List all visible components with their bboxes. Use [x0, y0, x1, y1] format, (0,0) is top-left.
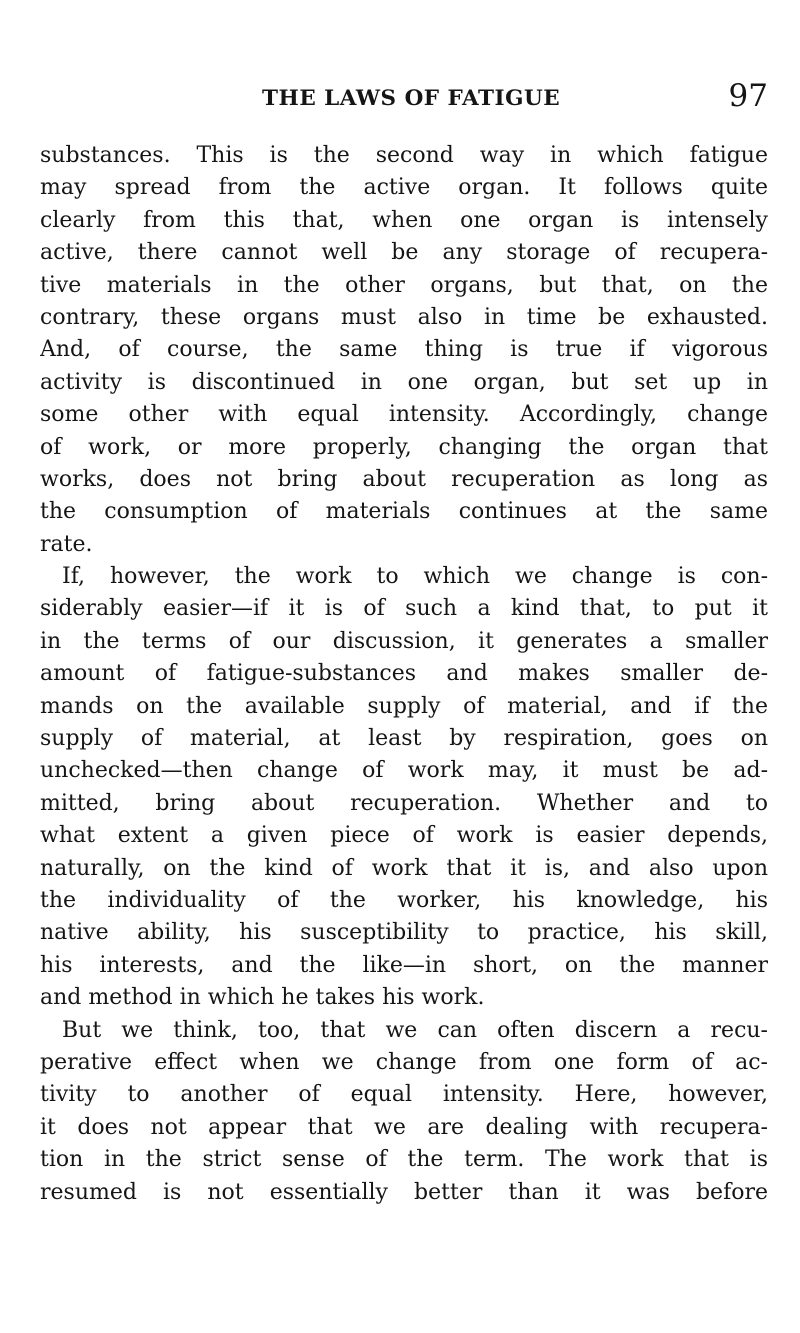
text-line: activity is discontinued in one organ, but set up in — [40, 369, 768, 395]
text-line: may spread from the active organ. It follows quite — [40, 175, 768, 201]
text-line: the consumption of materials continues at the same — [40, 499, 768, 525]
paragraph-end-line: rate. — [40, 531, 93, 557]
text-line: tive materials in the other organs, but that, on the — [40, 272, 768, 298]
text-line: some other with equal intensity. Accordingly, change — [40, 402, 768, 428]
text-line: unchecked—then change of work may, it must be ad- — [40, 758, 768, 784]
text-line: mands on the available supply of material, and if the — [40, 693, 768, 719]
text-line: resumed is not essentially better than it was before — [40, 1179, 768, 1205]
text-line: in the terms of our discussion, it generates a smaller — [40, 628, 768, 654]
text-line: native ability, his susceptibility to practice, his skill, — [40, 920, 768, 946]
text-line: amount of fatigue-substances and makes smaller de- — [40, 661, 768, 687]
text-line: perative effect when we change from one form of ac- — [40, 1049, 768, 1075]
text-line: tivity to another of equal intensity. Here, however, — [40, 1082, 768, 1108]
text-line: mitted, bring about recuperation. Whether and to — [40, 790, 768, 816]
paragraph-start-line: If, however, the work to which we change is con- — [62, 564, 768, 590]
running-title: THE LAWS OF FATIGUE — [262, 86, 561, 111]
running-header — [40, 78, 768, 118]
text-line: contrary, these organs must also in time be exhausted. — [40, 304, 768, 330]
text-line: his interests, and the like—in short, on the manner — [40, 952, 768, 978]
text-line: the individuality of the worker, his knowledge, his — [40, 887, 768, 913]
text-line: works, does not bring about recuperation as long as — [40, 466, 768, 492]
text-line: tion in the strict sense of the term. The work that is — [40, 1147, 768, 1173]
text-line: supply of material, at least by respiration, goes on — [40, 726, 768, 752]
text-line: And, of course, the same thing is true if vigorous — [40, 337, 768, 363]
text-line: substances. This is the second way in which fatigue — [40, 143, 768, 168]
text-line: active, there cannot well be any storage of recupera- — [40, 240, 768, 266]
text-line: what extent a given piece of work is easier depends, — [40, 823, 768, 849]
paragraph-end-line: and method in which he takes his work. — [40, 985, 485, 1011]
text-line: it does not appear that we are dealing with recupera- — [40, 1114, 768, 1140]
body-text — [40, 140, 768, 1209]
text-line: clearly from this that, when one organ is intensely — [40, 207, 768, 233]
text-line: siderably easier—if it is of such a kind that, to put it — [40, 596, 768, 622]
paragraph-start-line: But we think, too, that we can often discern a recu- — [62, 1017, 768, 1043]
text-line: of work, or more properly, changing the organ that — [40, 434, 768, 460]
text-line: naturally, on the kind of work that it is, and also upon — [40, 855, 768, 881]
page-number: 97 — [728, 78, 768, 114]
